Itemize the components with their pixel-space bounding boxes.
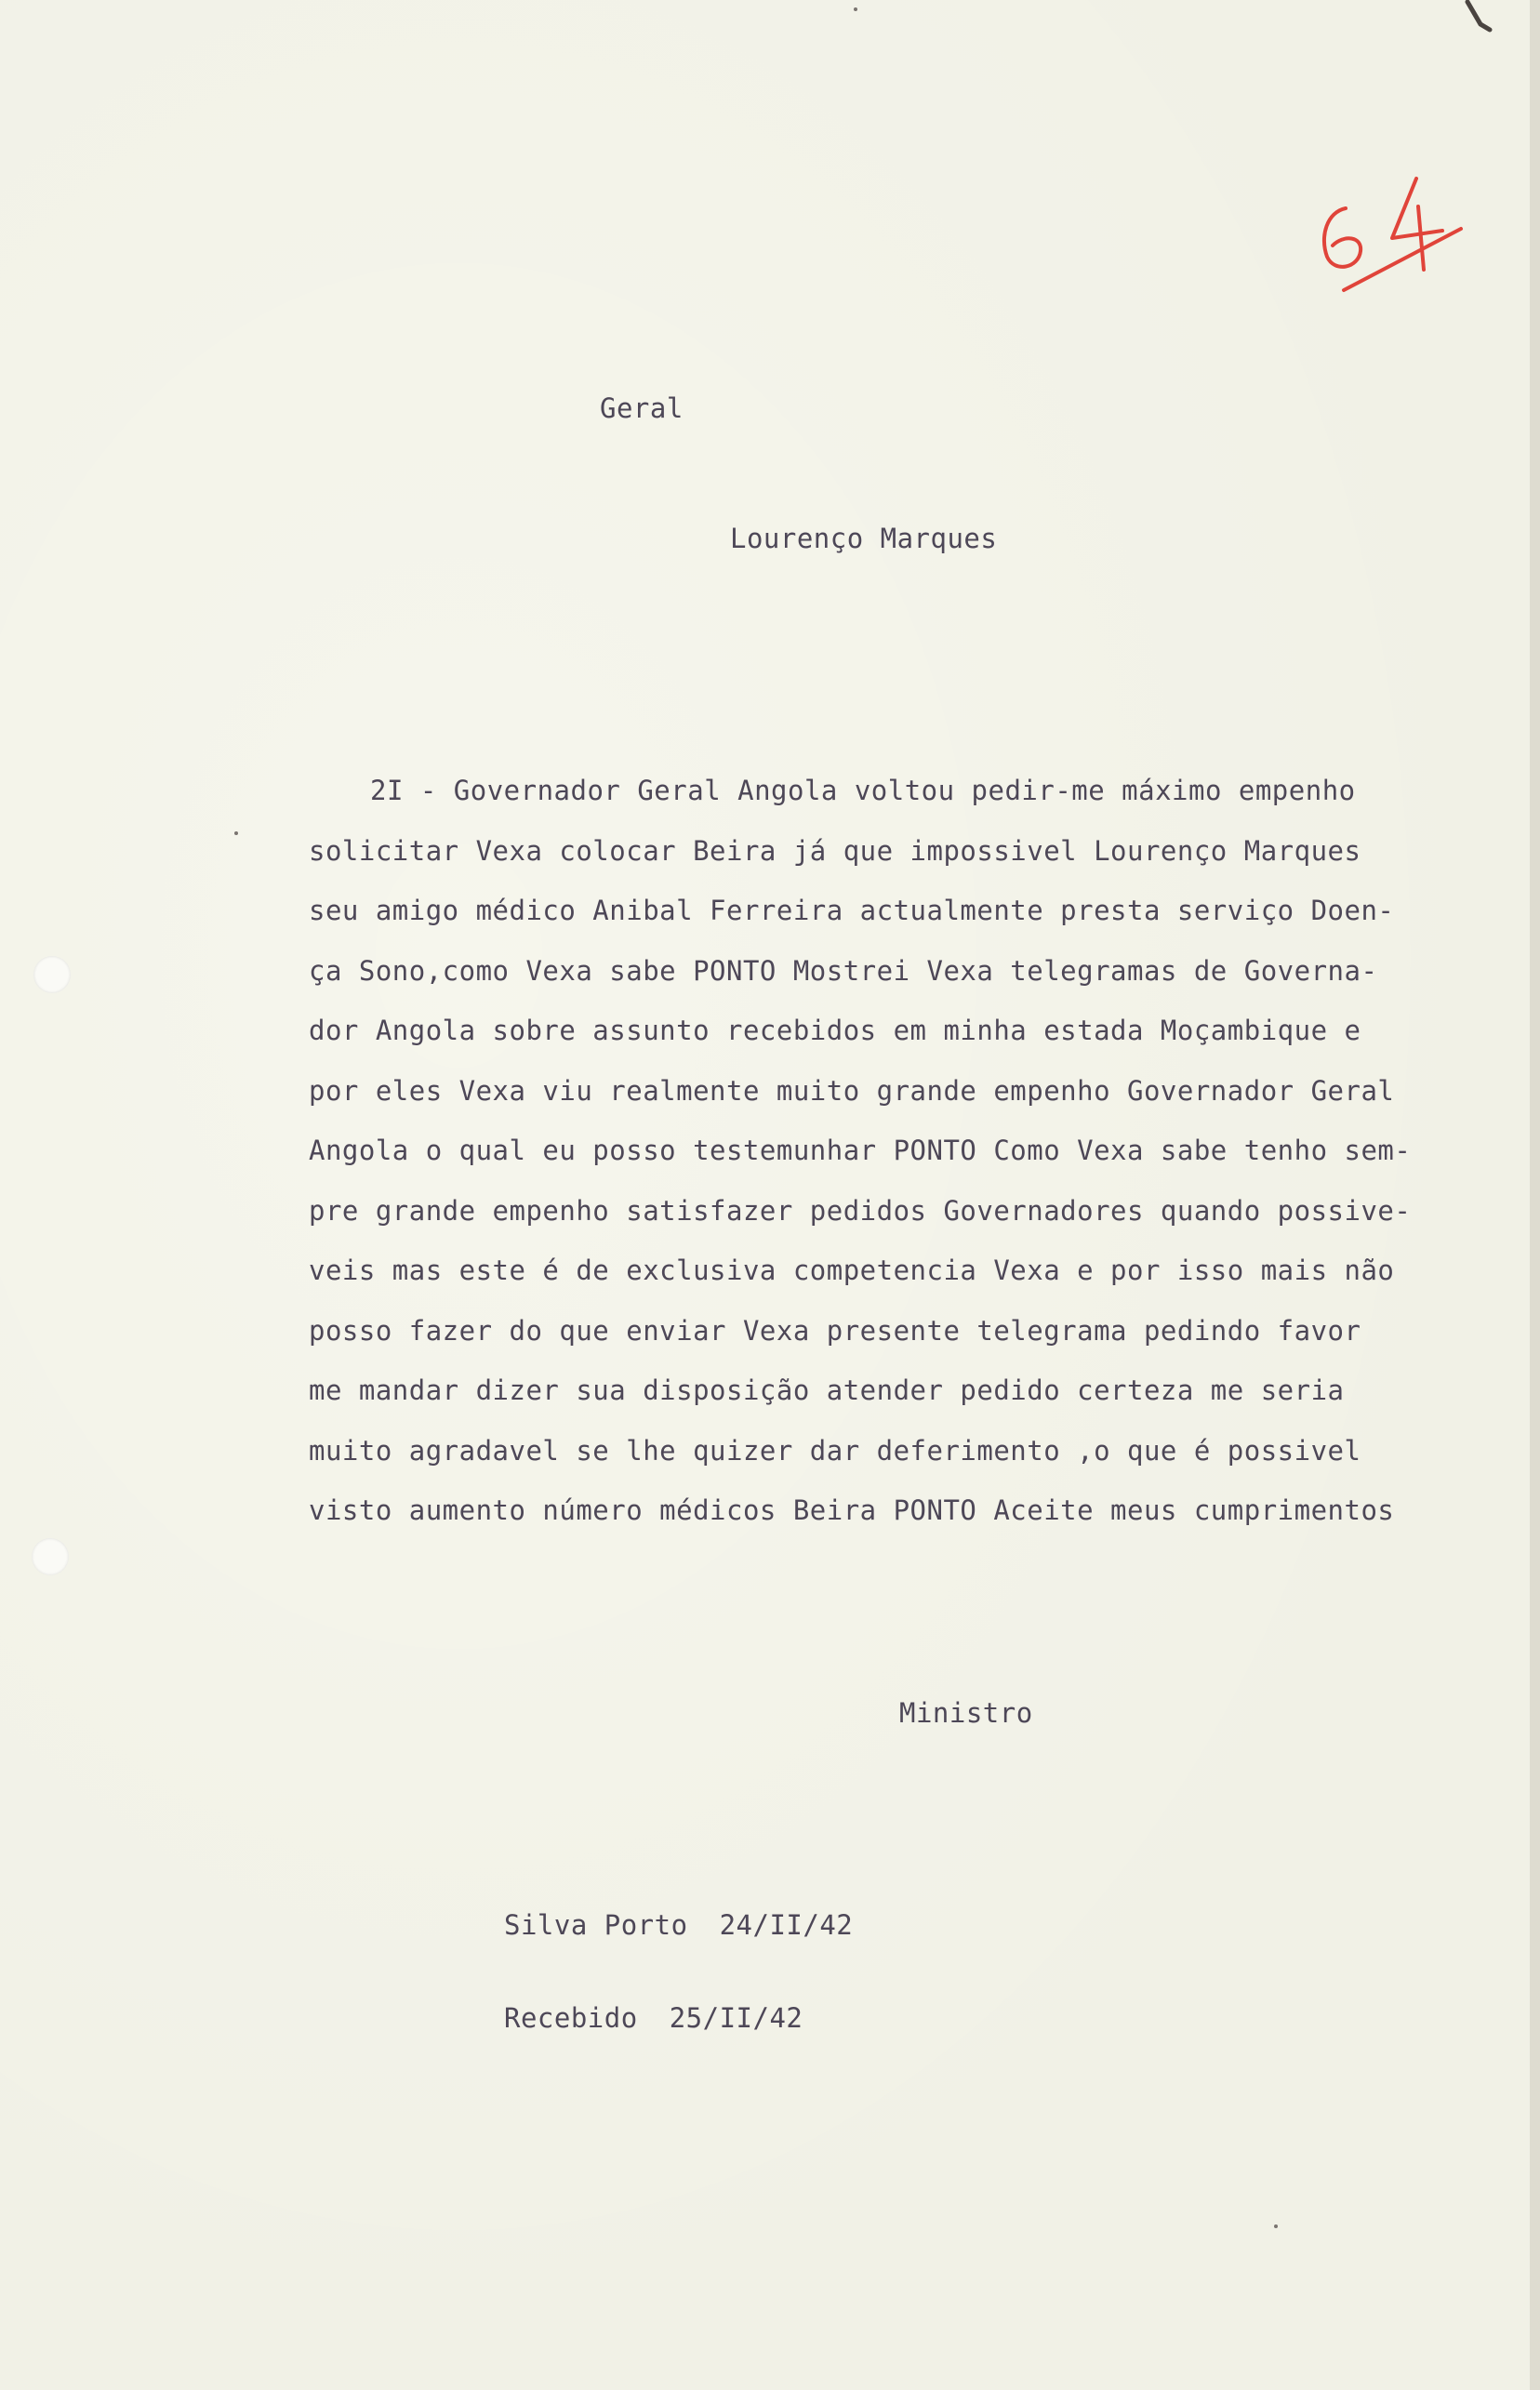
page-edge [1530,0,1540,2390]
sent-place: Silva Porto [504,1909,688,1941]
paper-speck [234,831,238,835]
body-line: dor Angola sobre assunto recebidos em minha estada Moçambique e [309,1015,1361,1046]
body-line: visto aumento número médicos Beira PONTO Aceite meus cumprimentos [309,1494,1395,1526]
paper-speck [1274,2224,1278,2228]
body-line: ça Sono,como Vexa sabe PONTO Mostrei Vexa telegramas de Governa- [309,954,1378,987]
body-line: veis mas este é de exclusiva competencia Vexa e por isso mais não [309,1255,1395,1286]
punch-hole [32,1538,69,1575]
addressee-line-2: Lourenço Marques [730,523,998,554]
body-line: solicitar Vexa colocar Beira já que impossivel Lourenço Marques [309,834,1361,867]
pen-mark [1462,0,1499,33]
body-line: Angola o qual eu posso testemunhar PONTO Como Vexa sabe tenho sem- [309,1135,1412,1166]
sent-line [504,1909,853,1941]
body-line: me mandar dizer sua disposição atender pedido certeza me seria [309,1374,1345,1406]
received-line [504,2002,803,2034]
folio-number-handwritten [1307,160,1465,299]
paper-speck [854,7,857,11]
body-line: posso fazer do que enviar Vexa presente telegrama pedindo favor [309,1314,1361,1347]
received-date: 25/II/42 [669,2002,803,2034]
body-line: pre grande empenho satisfazer pedidos Governadores quando possive- [309,1194,1412,1227]
received-label: Recebido [504,2002,638,2034]
body-line: seu amigo médico Anibal Ferreira actualmente presta serviço Doen- [309,895,1395,926]
body-line: muito agradavel se lhe quizer dar deferimento ,o que é possivel [309,1434,1361,1467]
signature: Ministro [899,1697,1033,1729]
addressee-line-1: Geral [600,392,684,424]
telegram-body [309,761,1527,1541]
body-line: 2I - Governador Geral Angola voltou pedir-me máximo empenho [370,775,1356,806]
sent-date: 24/II/42 [719,1909,854,1941]
body-line: por eles Vexa viu realmente muito grande empenho Governador Geral [309,1074,1395,1107]
punch-hole [33,956,71,993]
